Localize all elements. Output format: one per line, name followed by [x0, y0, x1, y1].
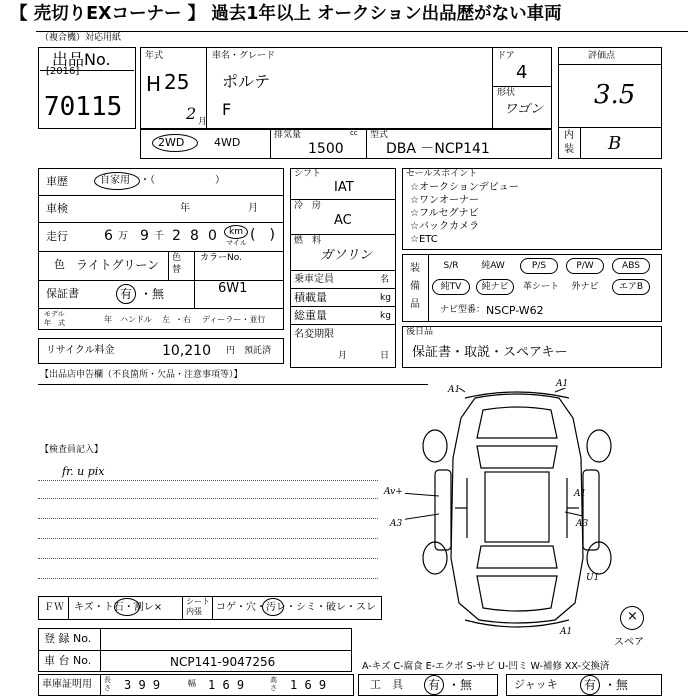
- len-value: 3 9 9: [124, 678, 161, 692]
- mileage-u1: 万: [118, 231, 128, 242]
- mileage-u2: 千: [154, 231, 164, 242]
- inspector-text: fr. u pix: [62, 465, 105, 478]
- aircon-label: 冷 房: [294, 201, 322, 211]
- warranty-no: ・無: [140, 287, 165, 301]
- mark-a1-bottom: A1: [560, 627, 573, 637]
- inspection-year: 年: [180, 203, 190, 214]
- mileage-km: km: [229, 227, 243, 237]
- jack-label: ジャッキ: [514, 678, 558, 691]
- shift-value: IAT: [334, 180, 354, 195]
- model-year-label: 年式: [145, 51, 164, 61]
- mileage-d3: 2: [172, 228, 181, 244]
- mark-a1-front-right: A1: [556, 379, 569, 389]
- wid-value: 1 6 9: [208, 678, 245, 692]
- after-value: 保証書・取説・スペアキー: [412, 345, 568, 360]
- mileage-d1: 6: [104, 228, 113, 244]
- model-class-dealer: ディーラー・並行: [202, 315, 266, 324]
- chassis-label: 車 台 No.: [44, 654, 92, 667]
- inspection-label: 車検: [46, 202, 68, 215]
- recycle-label: リサイクル料金: [46, 345, 115, 356]
- color-code-label: カラーNo.: [200, 253, 242, 263]
- drive-4wd: 4WD: [214, 136, 241, 149]
- listing-number: 70115: [44, 92, 123, 122]
- interior-label-1: 内: [564, 130, 574, 141]
- drive-2wd: 2WD: [158, 136, 185, 149]
- color-change-2: 替: [172, 265, 182, 275]
- history-value: 自家用: [100, 175, 130, 186]
- equipment-label-2: 品: [410, 299, 420, 310]
- mark-u1-right: U1: [586, 573, 600, 583]
- recycle-unit: 円: [226, 346, 236, 356]
- mileage-label: 走行: [46, 230, 68, 243]
- details-table: [38, 168, 284, 330]
- warranty-label: 保証書: [46, 287, 79, 300]
- color-change-1: 色: [172, 253, 182, 263]
- seat-label-2: 内張: [186, 607, 202, 616]
- equip-navi: 純ナビ: [476, 279, 514, 295]
- sales-item-0: ☆オークションデビュー: [410, 182, 519, 193]
- inspector-label: 【検査員記入】: [40, 445, 104, 455]
- name-change-month: 月: [338, 351, 348, 361]
- fw-label: ＦＷ: [44, 602, 64, 613]
- spare-label: スペア: [614, 637, 644, 648]
- car-diagram: [405, 385, 630, 628]
- history-tail: ・（ ）: [140, 175, 225, 186]
- engine-value: 1500: [308, 141, 344, 157]
- seat-items: コゲ・穴・汚レ・シミ・破レ・スレ: [216, 602, 376, 613]
- model-class-year: 年: [104, 315, 112, 324]
- model-class-right: ・右: [175, 315, 191, 324]
- jack-no: ・無: [604, 678, 629, 692]
- sales-item-1: ☆ワンオーナー: [410, 195, 479, 206]
- equip-sr: S/R: [443, 261, 459, 271]
- len-label: 長さ: [104, 676, 111, 692]
- car-grade: F: [222, 100, 232, 119]
- fuel-value: ガソリン: [320, 248, 373, 263]
- inspection-month: 月: [248, 203, 258, 214]
- equip-tv: 純TV: [432, 279, 470, 295]
- weight-unit: kg: [380, 311, 391, 321]
- seat-label-1: シート: [186, 597, 210, 606]
- score-label: 評価点: [588, 51, 616, 61]
- drive-row: [140, 129, 552, 159]
- warranty-yes: 有: [120, 287, 133, 301]
- name-change-label: 名変期限: [294, 329, 334, 340]
- navi-value: NSCP-W62: [486, 304, 544, 317]
- history-label: 車歴: [46, 175, 68, 188]
- doors-label: ドア: [497, 51, 515, 61]
- name-change-day: 日: [380, 351, 390, 361]
- engine-label: 排気量: [274, 130, 302, 140]
- equipment-label-0: 装: [410, 263, 420, 274]
- exhibitor-note: 【出品店申告欄（不良箇所・欠品・注意事項等）】: [40, 370, 243, 380]
- load-label: 積載量: [294, 291, 327, 304]
- model-year-era: H: [146, 72, 162, 96]
- car-name: ポルテ: [222, 72, 271, 91]
- header-rule: [36, 31, 688, 32]
- wid-label: 幅: [188, 679, 196, 688]
- equip-leather: 革シート: [522, 282, 559, 292]
- mark-a3-left: A3: [390, 519, 403, 529]
- navi-label: ナビ型番：: [440, 305, 486, 315]
- model-class-label-2: 年 式: [44, 319, 65, 327]
- equip-ps: P/S: [520, 258, 558, 274]
- aircon-value: AC: [334, 213, 352, 228]
- model-year-month: 2: [186, 104, 197, 123]
- doors-value: 4: [516, 62, 528, 83]
- weight-label: 総重量: [294, 309, 327, 322]
- score-value: 3.5: [594, 80, 636, 110]
- mileage-mile: マイル: [226, 239, 247, 247]
- tools-yes: 有: [428, 678, 441, 692]
- model-class-label-1: モデル: [44, 310, 65, 318]
- spare-x: ×: [627, 609, 638, 624]
- color-label: 色: [54, 258, 65, 271]
- mileage-d5: 0: [208, 228, 217, 244]
- interior-value: B: [608, 133, 622, 154]
- model-class-left: 左: [162, 315, 170, 324]
- capacity-unit: 名: [380, 275, 390, 285]
- mark-a1-front-left: A1: [448, 385, 461, 395]
- after-label: 後日品: [406, 327, 434, 337]
- sub-note: （複合機）対応用紙: [40, 33, 122, 43]
- sales-item-3: ☆バックカメラ: [410, 221, 479, 232]
- interior-label-2: 装: [564, 144, 574, 155]
- equip-aw: 純AW: [481, 261, 505, 271]
- mileage-d4: 8: [190, 228, 199, 244]
- load-unit: kg: [380, 293, 391, 303]
- listing-label: 出品No.: [52, 50, 111, 69]
- model-class-handle: ハンドル: [120, 315, 152, 324]
- mark-a3-right: A3: [576, 519, 589, 529]
- equipment-label-1: 備: [410, 281, 420, 292]
- year-stamp: [2016]: [46, 66, 80, 77]
- tools-no: ・無: [448, 678, 473, 692]
- equip-ext-navi: 外ナビ: [571, 282, 599, 292]
- mark-av-left: Av+: [384, 487, 403, 497]
- sales-label: セールスポイント: [406, 169, 478, 179]
- recycle-deposit: 預託済: [244, 346, 272, 356]
- model-value: DBA －NCP141: [386, 141, 490, 157]
- dimensions-label: 車庫証明用: [42, 679, 92, 690]
- mark-a1-right: A1: [574, 489, 587, 499]
- hgt-value: 1 6 9: [290, 678, 327, 692]
- car-name-label: 車名・グレード: [212, 51, 276, 61]
- hgt-label: 高さ: [270, 676, 277, 692]
- equip-pw: P/W: [566, 258, 604, 274]
- equip-airbag: エアB: [612, 279, 650, 295]
- tools-label: 工 具: [370, 678, 403, 691]
- registration-label: 登 録 No.: [44, 632, 92, 645]
- month-unit: 月: [198, 117, 208, 127]
- recycle-value: 10,210: [162, 343, 211, 359]
- engine-unit: cc: [350, 129, 358, 137]
- jack-yes: 有: [584, 678, 597, 692]
- shape-label: 形状: [497, 88, 516, 98]
- color-code: 6W1: [218, 281, 248, 296]
- mileage-d2: 9: [140, 228, 149, 244]
- shape-value: ワゴン: [504, 102, 544, 117]
- model-year-value: 25: [164, 70, 190, 94]
- legend: A-キズ C-腐食 E-エクボ S-サビ U-凹ミ W-補修 XX-交換済: [362, 661, 610, 672]
- equip-abs: ABS: [612, 258, 650, 274]
- fw-items: キズ・ト石・割レ×: [74, 602, 163, 613]
- sales-item-2: ☆フルセグナビ: [410, 208, 479, 219]
- chassis-value: NCP141-9047256: [170, 655, 276, 669]
- header-title: 【 売切りEXコーナー 】 過去1年以上 オークション出品歴がない車両: [10, 4, 562, 24]
- capacity-label: 乗車定員: [294, 274, 334, 285]
- sales-item-4: ☆ETC: [410, 234, 438, 245]
- model-label: 型式: [370, 130, 389, 140]
- color-value: ライトグリーン: [76, 258, 160, 272]
- shift-label: シフト: [294, 169, 322, 179]
- fuel-label: 燃 料: [294, 236, 322, 246]
